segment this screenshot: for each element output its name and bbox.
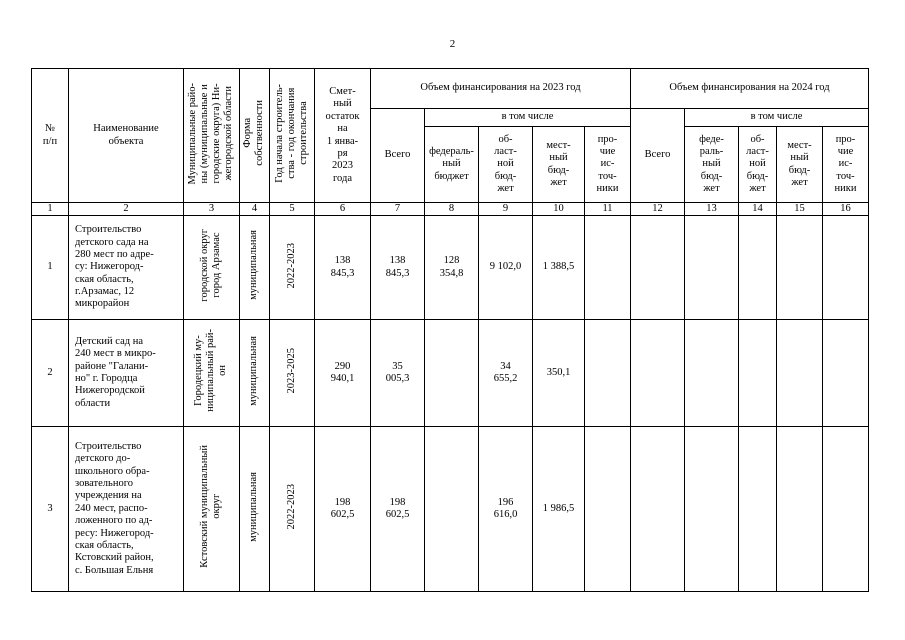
column-number: 8 bbox=[425, 203, 479, 216]
header-fin-2023: Объем финансирования на 2023 год bbox=[371, 69, 631, 109]
construction-years: 2023-2025 bbox=[270, 320, 315, 427]
column-number: 2 bbox=[69, 203, 184, 216]
regional-2023: 196 616,0 bbox=[479, 427, 533, 592]
header-remainder: Смет- ный остаток на 1 янва- ря 2023 года bbox=[315, 69, 371, 203]
other-2023 bbox=[585, 216, 631, 320]
other-2024 bbox=[823, 216, 869, 320]
column-number: 9 bbox=[479, 203, 533, 216]
table-row bbox=[32, 216, 869, 320]
column-number: 4 bbox=[240, 203, 270, 216]
construction-years: 2022-2023 bbox=[270, 216, 315, 320]
object-name: Детский сад на 240 мест в микро- районе "Галани- но" г. Городца Нижегородской области bbox=[69, 320, 184, 427]
local-2023: 350,1 bbox=[533, 320, 585, 427]
column-number: 10 bbox=[533, 203, 585, 216]
remainder: 290 940,1 bbox=[315, 320, 371, 427]
local-2023: 1 388,5 bbox=[533, 216, 585, 320]
object-name: Строительство детского до- школьного обра- зовательного учреждения на 240 мест, распо- ложенного по ад- ресу: Нижегород- ская область, Кстовский район, с. Большая Ельня bbox=[69, 427, 184, 592]
district: Городецкий му- ниципальный рай- он bbox=[184, 320, 240, 427]
table-row bbox=[32, 427, 869, 592]
regional-2023: 34 655,2 bbox=[479, 320, 533, 427]
header-total-2023: Всего bbox=[371, 109, 425, 203]
other-2023 bbox=[585, 320, 631, 427]
header-district: Муниципальные райо- ны (муниципальные и городские округа) Ни- жегородской области bbox=[184, 69, 240, 203]
row-num: 2 bbox=[32, 320, 69, 427]
column-number: 3 bbox=[184, 203, 240, 216]
total-2023: 198 602,5 bbox=[371, 427, 425, 592]
federal-2023 bbox=[425, 427, 479, 592]
total-2023: 35 005,3 bbox=[371, 320, 425, 427]
header-other-2023: про- чие ис- точ- ники bbox=[585, 127, 631, 203]
header-local-2023: мест- ный бюд- жет bbox=[533, 127, 585, 203]
remainder: 138 845,3 bbox=[315, 216, 371, 320]
financing-table bbox=[31, 68, 869, 592]
column-number: 7 bbox=[371, 203, 425, 216]
header-incl-2023: в том числе bbox=[425, 109, 631, 127]
regional-2023: 9 102,0 bbox=[479, 216, 533, 320]
column-number: 6 bbox=[315, 203, 371, 216]
row-num: 1 bbox=[32, 216, 69, 320]
regional-2024 bbox=[739, 320, 777, 427]
header-regional-2024: об- ласт- ной бюд- жет bbox=[739, 127, 777, 203]
ownership: муниципальная bbox=[240, 216, 270, 320]
column-number: 14 bbox=[739, 203, 777, 216]
district: городской округ город Арзамас bbox=[184, 216, 240, 320]
object-name: Строительство детского сада на 280 мест по адре- су: Нижегород- ская область, г.Арзамас, 12 микрорайон bbox=[69, 216, 184, 320]
column-numbers-row bbox=[32, 203, 869, 216]
local-2024 bbox=[777, 320, 823, 427]
column-number: 12 bbox=[631, 203, 685, 216]
federal-2024 bbox=[685, 216, 739, 320]
column-number: 13 bbox=[685, 203, 739, 216]
column-number: 5 bbox=[270, 203, 315, 216]
federal-2023: 128 354,8 bbox=[425, 216, 479, 320]
remainder: 198 602,5 bbox=[315, 427, 371, 592]
header-ownership: Форма собственности bbox=[240, 69, 270, 203]
header-federal-2023: федераль- ный бюджет bbox=[425, 127, 479, 203]
local-2023: 1 986,5 bbox=[533, 427, 585, 592]
header-other-2024: про- чие ис- точ- ники bbox=[823, 127, 869, 203]
other-2024 bbox=[823, 320, 869, 427]
column-number: 15 bbox=[777, 203, 823, 216]
ownership: муниципальная bbox=[240, 427, 270, 592]
header-years: Год начала строитель- ства - год окончания строительства bbox=[270, 69, 315, 203]
total-2023: 138 845,3 bbox=[371, 216, 425, 320]
ownership: муниципальная bbox=[240, 320, 270, 427]
row-num: 3 bbox=[32, 427, 69, 592]
header-name: Наименование объекта bbox=[69, 69, 184, 203]
local-2024 bbox=[777, 216, 823, 320]
total-2024 bbox=[631, 427, 685, 592]
total-2024 bbox=[631, 216, 685, 320]
column-number: 1 bbox=[32, 203, 69, 216]
regional-2024 bbox=[739, 427, 777, 592]
federal-2024 bbox=[685, 320, 739, 427]
column-number: 16 bbox=[823, 203, 869, 216]
header-local-2024: мест- ный бюд- жет bbox=[777, 127, 823, 203]
header-total-2024: Всего bbox=[631, 109, 685, 203]
header-incl-2024: в том числе bbox=[685, 109, 869, 127]
header-regional-2023: об- ласт- ной бюд- жет bbox=[479, 127, 533, 203]
regional-2024 bbox=[739, 216, 777, 320]
header-federal-2024: феде- раль- ный бюд- жет bbox=[685, 127, 739, 203]
construction-years: 2022-2023 bbox=[270, 427, 315, 592]
other-2023 bbox=[585, 427, 631, 592]
district: Кстовский муниципальный округ bbox=[184, 427, 240, 592]
header-num: № п/п bbox=[32, 69, 69, 203]
federal-2023 bbox=[425, 320, 479, 427]
local-2024 bbox=[777, 427, 823, 592]
other-2024 bbox=[823, 427, 869, 592]
header-fin-2024: Объем финансирования на 2024 год bbox=[631, 69, 869, 109]
column-number: 11 bbox=[585, 203, 631, 216]
federal-2024 bbox=[685, 427, 739, 592]
table-row bbox=[32, 320, 869, 427]
page-number: 2 bbox=[449, 38, 456, 50]
total-2024 bbox=[631, 320, 685, 427]
